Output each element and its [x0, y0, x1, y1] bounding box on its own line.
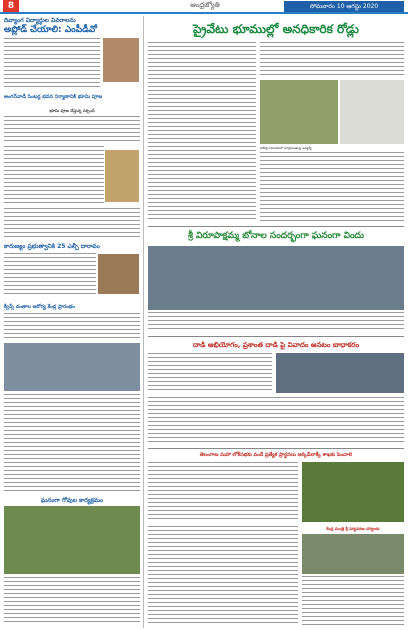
story3-body — [4, 253, 96, 297]
right-story-photo — [302, 534, 404, 574]
story5-body — [4, 577, 140, 625]
main-headline: ప్రైవేటు భూముల్లో అనధికారిక రోడ్లు — [193, 22, 359, 36]
story1-title-line2: అప్లోడ్ చేయాలి: ఎంపీడీవో — [4, 25, 97, 35]
divider — [148, 336, 404, 337]
story2-title: అంగన్‌వాడీ సెంటర్ల భవన నిర్మాణానికి భూమి పూజ — [4, 94, 102, 100]
column-separator — [143, 16, 144, 628]
divider — [148, 448, 404, 449]
story2-body — [4, 146, 104, 206]
story1-photo — [103, 38, 139, 82]
tree-body-col2 — [148, 526, 298, 626]
story4-body-cont — [4, 394, 140, 494]
story4-body — [4, 313, 140, 341]
story3-photo — [98, 254, 139, 294]
tree-body-col1 — [148, 462, 298, 522]
banner-photo — [148, 246, 404, 310]
main-story-photo-document — [340, 80, 404, 144]
story1-body — [4, 38, 100, 90]
story3-title: కారుణ్యం ప్రభుత్వానికి 25 ఎల్పీ దారావం — [4, 243, 100, 250]
page-number: 8 — [3, 0, 19, 12]
story2-photo — [105, 150, 139, 202]
story4-title: క్వీన్స్ దంతాల ఆరోగ్య కేంద్ర ప్రారంభం — [4, 304, 75, 310]
masthead: ఆంధ్రజ్యోతి — [190, 1, 220, 9]
story4-photo — [4, 343, 140, 391]
banner-headline: శ్రీ విరూపాక్షమ్మ బోనాల సందర్భంగా ఘనంగా విందు — [187, 231, 365, 241]
dadi-body — [148, 397, 404, 445]
main-story-deck — [260, 42, 404, 78]
story5-title: ఘనంగా గోవుల కార్యక్రమం — [40, 497, 104, 504]
right-story-body — [302, 576, 404, 626]
story2-body-bottom — [4, 208, 140, 240]
story5-photo — [4, 506, 140, 574]
story2-subtitle: భూమి పూజ చేస్తున్న సర్పంచ్ — [49, 108, 95, 113]
story2-body-top — [4, 116, 140, 144]
main-story-caption: విలేకర్ల సమావేశంలో మాట్లాడుతున్న ఎమ్మెల్యే — [260, 146, 312, 150]
main-story-body-col2 — [260, 152, 404, 222]
story1-title-line1: దివ్యాంగ విద్యార్థుల వివరాలను — [4, 17, 76, 24]
tree-headline: తెలంగాణ మహా లోక్‌సభకు వందే ప్రత్యేక ప్రార్థనలు ఆర్కిడ్‌లాక్కీ శాఖకు పెంచాలి — [199, 452, 353, 458]
divider — [148, 226, 404, 227]
dadi-headline: దాడి అభియోగం, ప్రశాంత దాడి పై వివాదం అనటం బాధాకరం — [192, 341, 360, 349]
dadi-body-col1 — [148, 353, 272, 393]
tree-photo — [302, 462, 404, 522]
right-story-title: కేంద్ర మంత్రి శ్రీ పర్యవరణ చర్యలకు — [326, 526, 380, 531]
dadi-photo — [276, 353, 404, 393]
main-story-body-col1 — [148, 42, 256, 222]
edition-date: సోమవారం 10 ఆగస్టు 2020 — [284, 1, 404, 12]
banner-body — [148, 312, 404, 332]
main-story-photo-road — [260, 80, 338, 144]
